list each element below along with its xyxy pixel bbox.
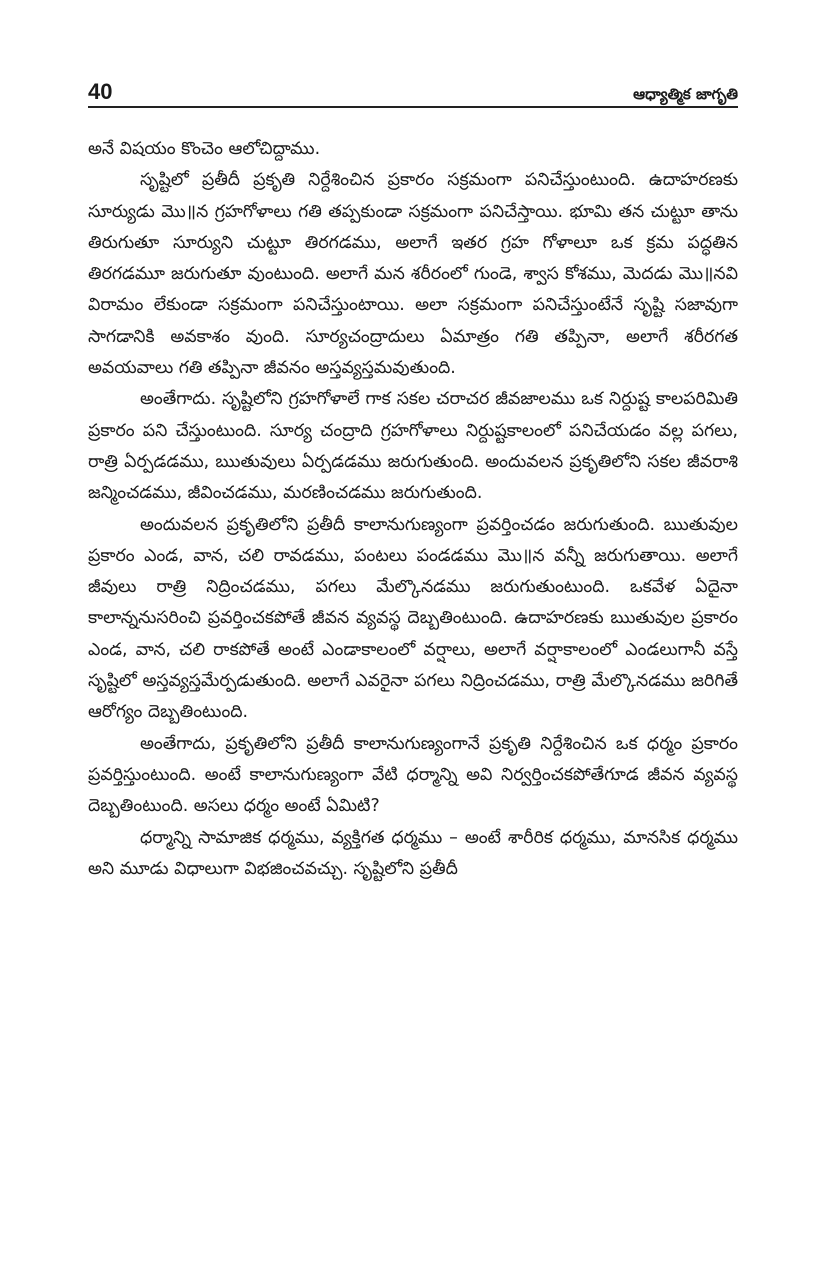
page-number: 40 [88, 79, 113, 104]
body-text [88, 134, 738, 885]
paragraph: సృష్టిలో ప్రతీదీ ప్రకృతి నిర్దేశించిన ప్రకారం సక్రమంగా పనిచేస్తుంటుంది. ఉదాహరణకు సూర్యుడు మొ॥న గ్రహగోళాలు గతి తప్పకుండా సక్రమంగా పనిచేస్తాయి. భూమి తన చుట్టూ తాను తిరుగుతూ సూర్యుని చుట్టూ తిరగడము, అలాగే ఇతర గ్రహ గోళాలూ ఒక క్రమ పద్ధతిన తిరగడమూ జరుగుతూ వుంటుంది. అలాగే మన శరీరంలో గుండె, శ్వాస కోశము, మెదడు మొ॥నవి విరామం లేకుండా సక్రమంగా పనిచేస్తుంటాయి. అలా సక్రమంగా పనిచేస్తుంటేనే సృష్టి సజావుగా సాగడానికి అవకాశం వుంది. సూర్యచంద్రాదులు ఏమాత్రం గతి తప్పినా, అలాగే శరీరగత అవయవాలు గతి తప్పినా జీవనం అస్తవ్యస్తమవుతుంది. [88, 170, 738, 379]
book-page [88, 72, 738, 885]
paragraph: ధర్మాన్ని సామాజిక ధర్మము, వ్యక్తిగత ధర్మము – అంటే శారీరిక ధర్మము, మానసిక ధర్మము అని మూడు విధాలుగా విభజించవచ్చు. సృష్టిలోని ప్రతీదీ [88, 827, 738, 879]
running-title: ఆధ్యాత్మిక జాగృతి [633, 85, 738, 103]
paragraph: అంతేగాదు. సృష్టిలోని గ్రహగోళాలే గాక సకల చరాచర జీవజాలము ఒక నిర్దుష్ట కాలపరిమితి ప్రకారం పని చేస్తుంటుంది. సూర్య చంద్రాది గ్రహగోళాలు నిర్దుష్టకాలంలో పనిచేయడం వల్ల పగలు, రాత్రి ఏర్పడడము, ఋతువులు ఏర్పడడము జరుగుతుంది. అందువలన ప్రకృతిలోని సకల జీవరాశి జన్మించడము, జీవించడము, మరణించడము జరుగుతుంది. [88, 389, 738, 504]
paragraph-continuation: అనే విషయం కొంచెం ఆలోచిద్దాము. [88, 139, 321, 159]
page-header [88, 72, 738, 108]
paragraph: అందువలన ప్రకృతిలోని ప్రతీదీ కాలానుగుణ్యంగా ప్రవర్తించడం జరుగుతుంది. ఋతువుల ప్రకారం ఎండ, వాన, చలి రావడము, పంటలు పండడము మొ॥న వన్నీ జరుగుతాయి. అలాగే జీవులు రాత్రి నిద్రించడము, పగలు మేల్కొనడము జరుగుతుంటుంది. ఒకవేళ ఏదైనా కాలాన్ననుసరించి ప్రవర్తించకపోతే జీవన వ్యవస్థ దెబ్బతింటుంది. ఉదాహరణకు ఋతువుల ప్రకారం ఎండ, వాన, చలి రాకపోతే అంటే ఎండాకాలంలో వర్షాలు, అలాగే వర్షాకాలంలో ఎండలుగానీ వస్తే సృష్టిలో అస్తవ్యస్తమేర్పడుతుంది. అలాగే ఎవరైనా పగలు నిద్రించడము, రాత్రి మేల్కొనడము జరిగితే ఆరోగ్యం దెబ్బతింటుంది. [88, 514, 738, 723]
paragraph: అంతేగాదు, ప్రకృతిలోని ప్రతీదీ కాలానుగుణ్యంగానే ప్రకృతి నిర్దేశించిన ఒక ధర్మం ప్రకారం ప్రవర్తిస్తుంటుంది. అంటే కాలానుగుణ్యంగా వేటి ధర్మాన్ని అవి నిర్వర్తించకపోతేగూడ జీవన వ్యవస్థ దెబ్బతింటుంది. అసలు ధర్మం అంటే ఏమిటి? [88, 733, 738, 817]
